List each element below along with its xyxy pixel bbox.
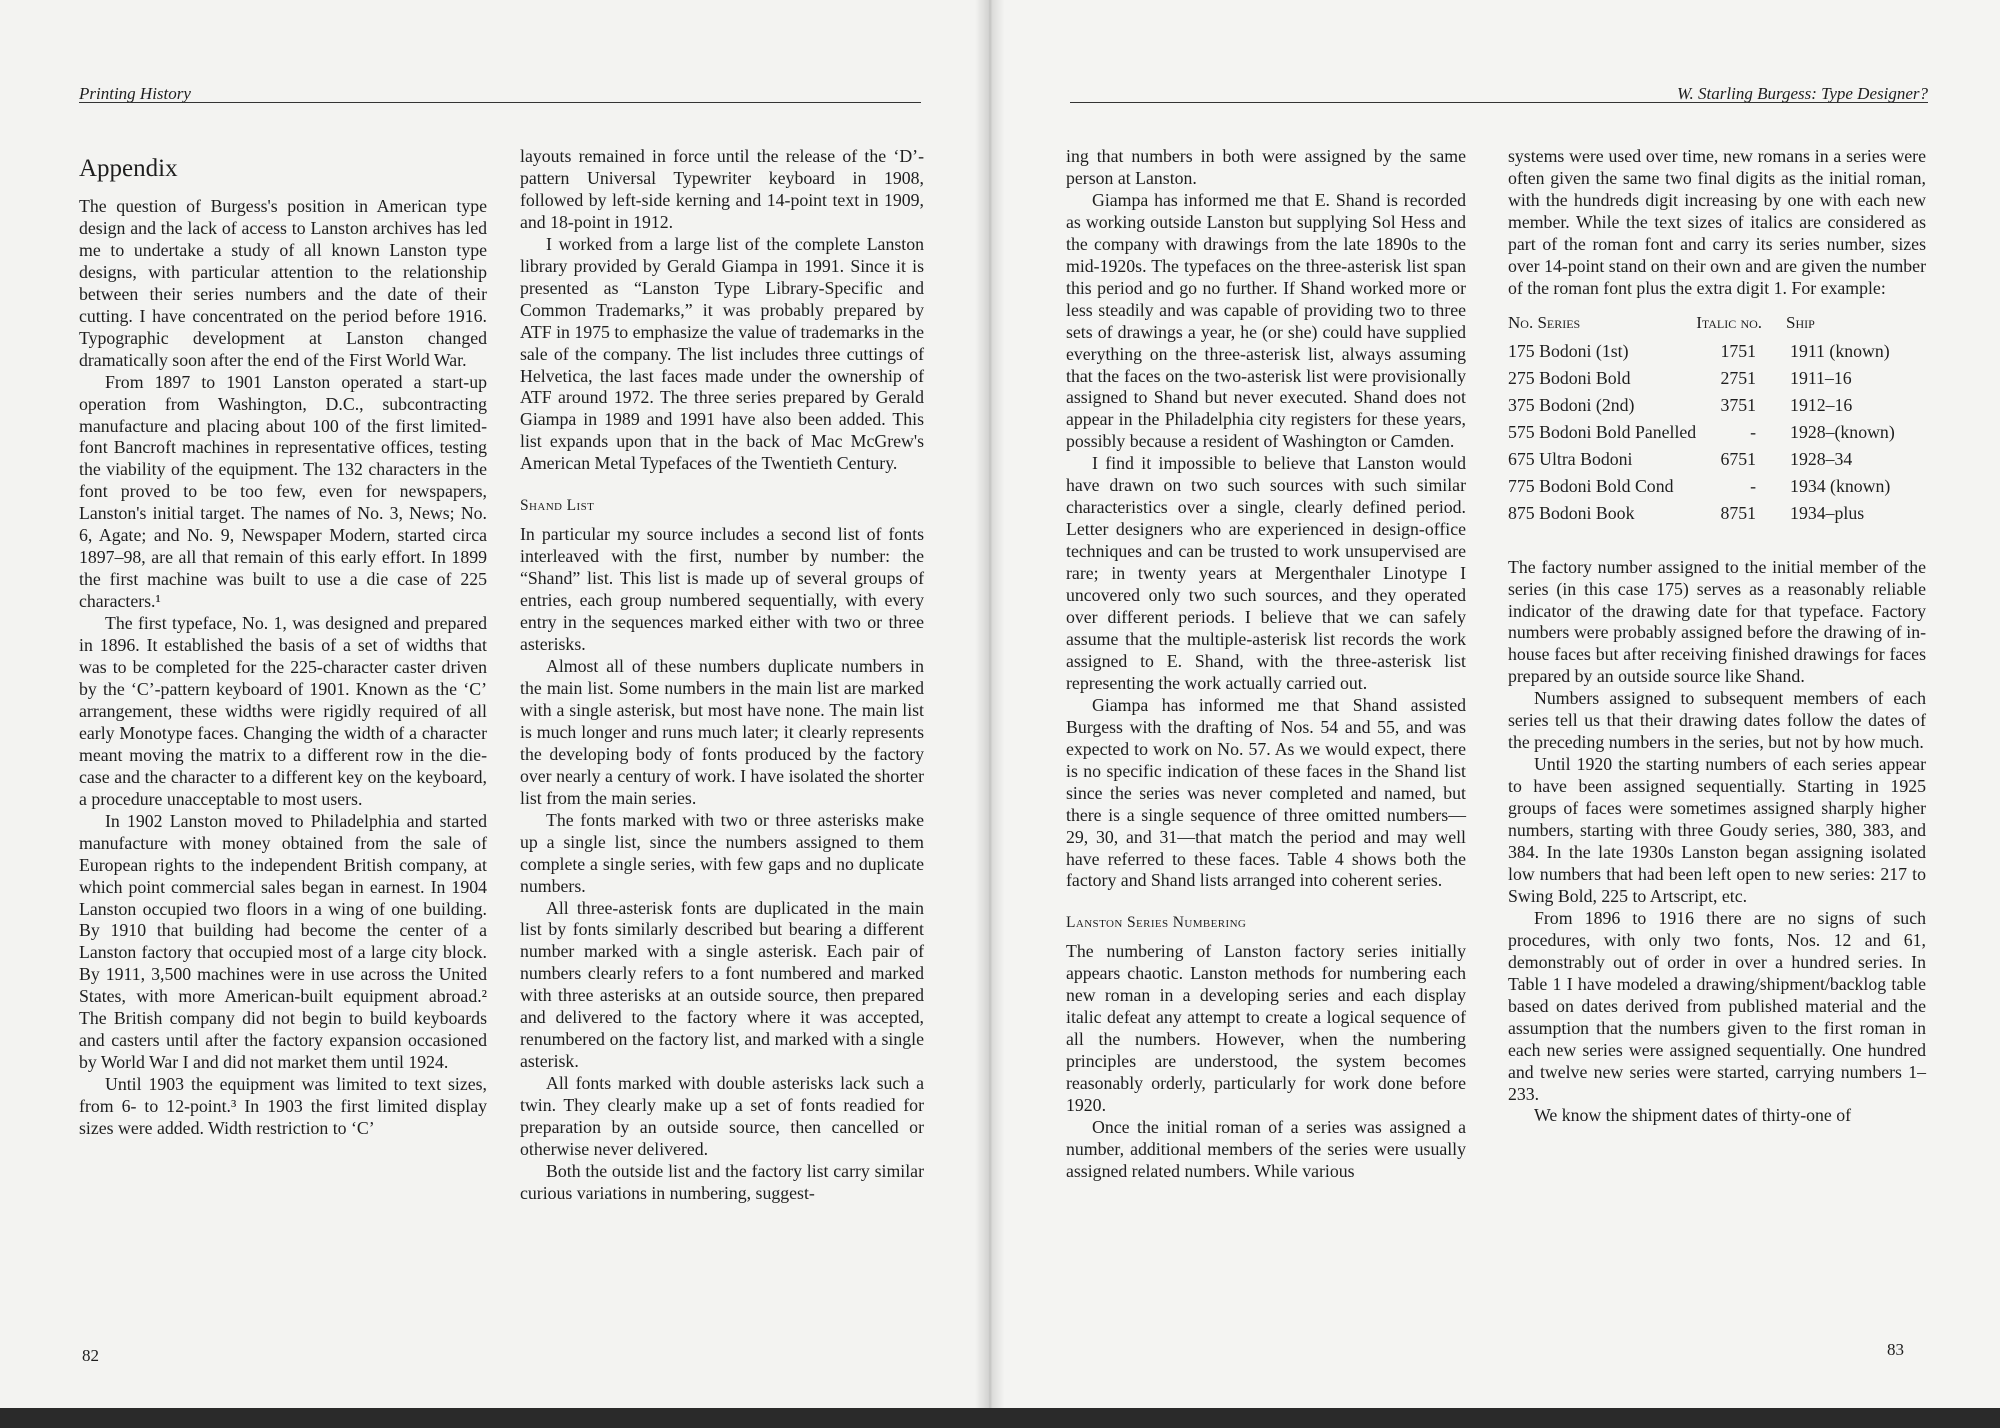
table-row (1508, 473, 1895, 500)
series-cell: 175 Bodoni (1st) (1508, 340, 1629, 361)
ship-cell: 1928–(known) (1790, 421, 1895, 442)
ship-cell: 1911–16 (1790, 367, 1852, 388)
paragraph: The fonts marked with two or three asterisks make up a single list, since the numbers assigned to them complete a single series, with few gaps and no duplicate numbers. (520, 809, 924, 896)
paragraph: All three-asterisk fonts are duplicated in the main list by fonts similarly described but bearing a different number marked with a single asterisk. Each pair of numbers clearly refers to a font numbered and marked with three asterisks at an outside source, then prepared and delivered to the factory where it was accepted, renumbered on the factory list, and marked with a single asterisk. (520, 897, 924, 1072)
italic-number-cell: - (1750, 421, 1757, 442)
table-row (1508, 338, 1895, 365)
paragraph: layouts remained in force until the release of the ‘D’-pattern Universal Typewriter keyboard in 1908, followed by left-side kerning and 14-point text in 1909, and 18-point in 1912. (520, 146, 924, 232)
subheading-lanston-series-numbering: Lanston Series Numbering (1066, 914, 1247, 932)
paragraph: From 1896 to 1916 there are no signs of such procedures, with only two fonts, Nos. 12 and 61, demonstrably out of order in over a hundred series. In Table 1 I have modeled a drawing/shipment/backlog table based on dates derived from published material and the assumption that the numbers given to the first roman in each new series were assigned sequentially. One hundred and twelve new series were started, carrying numbers 1–233. (1508, 907, 1926, 1104)
series-cell: 275 Bodoni Bold (1508, 367, 1631, 388)
ship-cell: 1934 (known) (1790, 475, 1891, 496)
table-row (1508, 446, 1895, 473)
paragraph: Giampa has informed me that E. Shand is recorded as working outside Lanston but supplying Sol Hess and the company with drawings from the late 1890s to the mid-1920s. The typefaces on the three-asterisk list span this period and go no further. If Shand worked more or less steadily and was capable of providing two to three sets of drawings a year, he (or she) could have supplied everything on the three-asterisk list, always assuming that the faces on the two-asterisk list were provisionally assigned to Shand but never executed. Shand does not appear in the Philadelphia city registers for these years, possibly because a resident of Washington or Camden. (1066, 189, 1466, 452)
paragraph: The factory number assigned to the initial member of the series (in this case 175) serves as a reasonably reliable indicator of the drawing date for that typeface. Factory numbers were probably assigned before the drawing of in-house faces but after receiving finished drawings for faces prepared by an outside source like Shand. (1508, 556, 1926, 687)
paragraph: We know the shipment dates of thirty-one of (1534, 1105, 1852, 1126)
running-head-left: Printing History (79, 84, 191, 103)
paragraph: Once the initial roman of a series was assigned a number, additional members of the series were usually assigned related numbers. While various (1066, 1117, 1466, 1181)
right-column-1 (1066, 146, 1466, 1183)
paragraph-list (1066, 146, 1466, 892)
section-heading: Appendix (79, 155, 178, 182)
paragraph: Almost all of these numbers duplicate numbers in the main list. Some numbers in the main list are marked with a single asterisk, but most have none. The main list is much longer and runs much later; it clearly represents the developing body of fonts produced by the factory over nearly a century of work. I have isolated the shorter list from the main series. (520, 656, 924, 808)
column-header-ship: Ship (1786, 312, 1815, 332)
paragraph: From 1897 to 1901 Lanston operated a start-up operation from Washington, D.C., subcontracting manufacture and placing about 100 of the first limited-font Bancroft machines in representative offices, testing the viability of the equipment. The 132 characters in the font proved to be too few, even for newspapers, Lanston's initial target. The names of No. 3, News; No. 6, Agate; and No. 9, Newspaper Modern, started circa 1897–98, are all that remain of this early effort. In 1899 the first machine was built to use a die case of 225 characters.¹ (79, 371, 487, 612)
paragraph: The first typeface, No. 1, was designed and prepared in 1896. It established the basis of a set of widths that was to be completed for the 225-character caster driven by the ‘C’-pattern keyboard of 1901. Known as the ‘C’ arrangement, these widths were rigidly required of all early Monotype faces. Changing the width of a character meant moving the matrix to a different row in the die-case and the character to a different key on the keyboard, a procedure unacceptable to most users. (79, 613, 487, 809)
left-column-2 (520, 146, 924, 1205)
table-row (1508, 392, 1895, 419)
paragraph-list (1508, 557, 1926, 1128)
italic-number-cell: 8751 (1720, 502, 1757, 523)
paragraph: systems were used over time, new romans in a series were often given the same two final digits as the initial roman, with the hundreds digit increasing by one with each new member. While the text sizes of italics are considered as part of the roman font and carry its series number, sizes over 14-point stand on their own and are given the number of the roman font plus the extra digit 1. For example: (1508, 146, 1926, 298)
series-cell: 775 Bodoni Bold Cond (1508, 475, 1674, 496)
ship-cell: 1934–plus (1790, 502, 1865, 523)
paragraph: The question of Burgess's position in American type design and the lack of access to Lanston archives has led me to undertake a study of all known Lanston type designs, with particular attention to the relationship between their series numbers and the date of their cutting. I have concentrated on the period before 1916. Typographic development at Lanston changed dramatically soon after the end of the First World War. (79, 196, 487, 370)
column-header-series: No. Series (1508, 312, 1581, 332)
italic-number-cell: 1751 (1720, 340, 1757, 361)
scan-edge-shadow (0, 1408, 2000, 1428)
left-page (0, 0, 990, 1410)
ship-cell: 1911 (known) (1790, 340, 1890, 361)
paragraph-list (79, 196, 487, 1140)
paragraph: Numbers assigned to subsequent members of each series tell us that their drawing dates follow the dates of the preceding numbers in the series, but not by how much. (1508, 688, 1926, 753)
page-number-left: 82 (82, 1346, 99, 1365)
paragraph: In 1902 Lanston moved to Philadelphia and started manufacture with money obtained from the sale of European rights to the independent British company, at which point commercial sales began in earnest. In 1904 Lanston occupied two floors in a wing of one building. By 1910 that building had become the center of a Lanston factory that occupied most of a large city block. By 1911, 3,500 machines were in use across the United States, with more American-built equipment abroad.² The British company did not begin to build keyboards and casters until after the factory expansion occasioned by World War I and did not market them until 1924. (79, 810, 487, 1073)
paragraph: ing that numbers in both were assigned by the same person at Lanston. (1066, 146, 1466, 188)
series-cell: 675 Ultra Bodoni (1508, 448, 1633, 469)
table-row (1508, 500, 1895, 527)
italic-number-cell: 3751 (1720, 394, 1757, 415)
paragraph: Giampa has informed me that Shand assisted Burgess with the drafting of Nos. 54 and 55, and was expected to work on No. 57. As we would expect, there is no specific indication of these faces in the Shand list since the series was never completed and named, but there is a single sequence of three omitted numbers—29, 30, and 31—that match the period and may well have referred to these faces. Table 4 shows both the factory and Shand lists arranged into coherent series. (1066, 694, 1466, 891)
right-page (990, 0, 2000, 1410)
italic-number-cell: 6751 (1720, 448, 1757, 469)
header-rule-right (1070, 102, 1928, 103)
paragraph: Until 1903 the equipment was limited to text sizes, from 6- to 12-point.³ In 1903 the first limited display sizes were added. Width restriction to ‘C’ (79, 1074, 487, 1139)
paragraph: Both the outside list and the factory list carry similar curious variations in numbering, suggest- (520, 1160, 924, 1203)
right-column-2 (1508, 146, 1926, 1127)
table-header-row (1508, 312, 1895, 338)
paragraph: I find it impossible to believe that Lanston would have drawn on two such sources with such similar characteristics over a single, clearly defined period. Letter designers who are experienced in design-office techniques and can be trusted to work unsupervised are rare; in twenty years at Mergenthaler Linotype I uncovered only two such sources, and they operated over different periods. I believe that we can safely assume that the multiple-asterisk list records the work assigned to E. Shand, with the three-asterisk list representing the work actually carried out. (1066, 453, 1466, 693)
left-column-1 (79, 146, 487, 1140)
series-cell: 375 Bodoni (2nd) (1508, 394, 1635, 415)
header-rule-left (79, 102, 921, 103)
italic-number-cell: - (1750, 475, 1757, 496)
page-number-right: 83 (1887, 1340, 1904, 1359)
ship-cell: 1912–16 (1790, 394, 1853, 415)
paragraph: Until 1920 the starting numbers of each series appear to have been assigned sequentially. Starting in 1925 groups of faces were sometimes assigned sharply higher numbers, starting with three Goudy series, 380, 383, and 384. In the late 1930s Lanston began assigning isolated low numbers that had been left open to new series: 217 to Swing Bold, 225 to Artscript, etc. (1508, 754, 1926, 906)
paragraph: The numbering of Lanston factory series initially appears chaotic. Lanston methods for numbering each new roman in a developing series and each display italic defeat any attempt to create a logical sequence of all the numbers. However, when the numbering principles are understood, the system becomes reasonably orderly, particularly for work done before 1920. (1066, 941, 1466, 1116)
ship-cell: 1928–34 (1790, 448, 1853, 469)
gutter-shadow (975, 0, 1005, 1428)
table-row (1508, 365, 1895, 392)
column-header-italic: Italic no. (1696, 312, 1763, 332)
paragraph-list (520, 146, 924, 475)
italic-number-cell: 2751 (1720, 367, 1757, 388)
series-cell: 875 Bodoni Book (1508, 502, 1635, 523)
subheading-shand-list: Shand List (520, 497, 595, 515)
paragraph-list (1066, 941, 1466, 1182)
paragraph: I worked from a large list of the complete Lanston library provided by Gerald Giampa in 1991. Since it is presented as “Lanston Type Library-Specific and Common Trademarks,” it was probably prepared by ATF in 1975 to emphasize the value of trademarks in the sale of the company. The list includes three cuttings of Helvetica, the last faces made under the ownership of ATF around 1972. The three series prepared by Gerald Giampa in 1989 and 1991 have also been added. This list expands upon that in the back of Mac McGrew's American Metal Typefaces of the Twentieth Century. (520, 233, 924, 474)
paragraph: In particular my source includes a second list of fonts interleaved with the first, number by number: the “Shand” list. This list is made up of several groups of entries, each group numbered sequentially, with every entry in the sequences marked either with two or three asterisks. (520, 524, 924, 655)
table-row (1508, 419, 1895, 446)
paragraph-list (520, 524, 924, 1205)
running-head-right: W. Starling Burgess: Type Designer? (1676, 84, 1928, 103)
series-table (1508, 312, 1895, 527)
paragraph: All fonts marked with double asterisks lack such a twin. They clearly make up a set of fonts readied for preparation by an outside source, then cancelled or otherwise never delivered. (520, 1073, 924, 1159)
series-cell: 575 Bodoni Bold Panelled (1508, 421, 1697, 442)
